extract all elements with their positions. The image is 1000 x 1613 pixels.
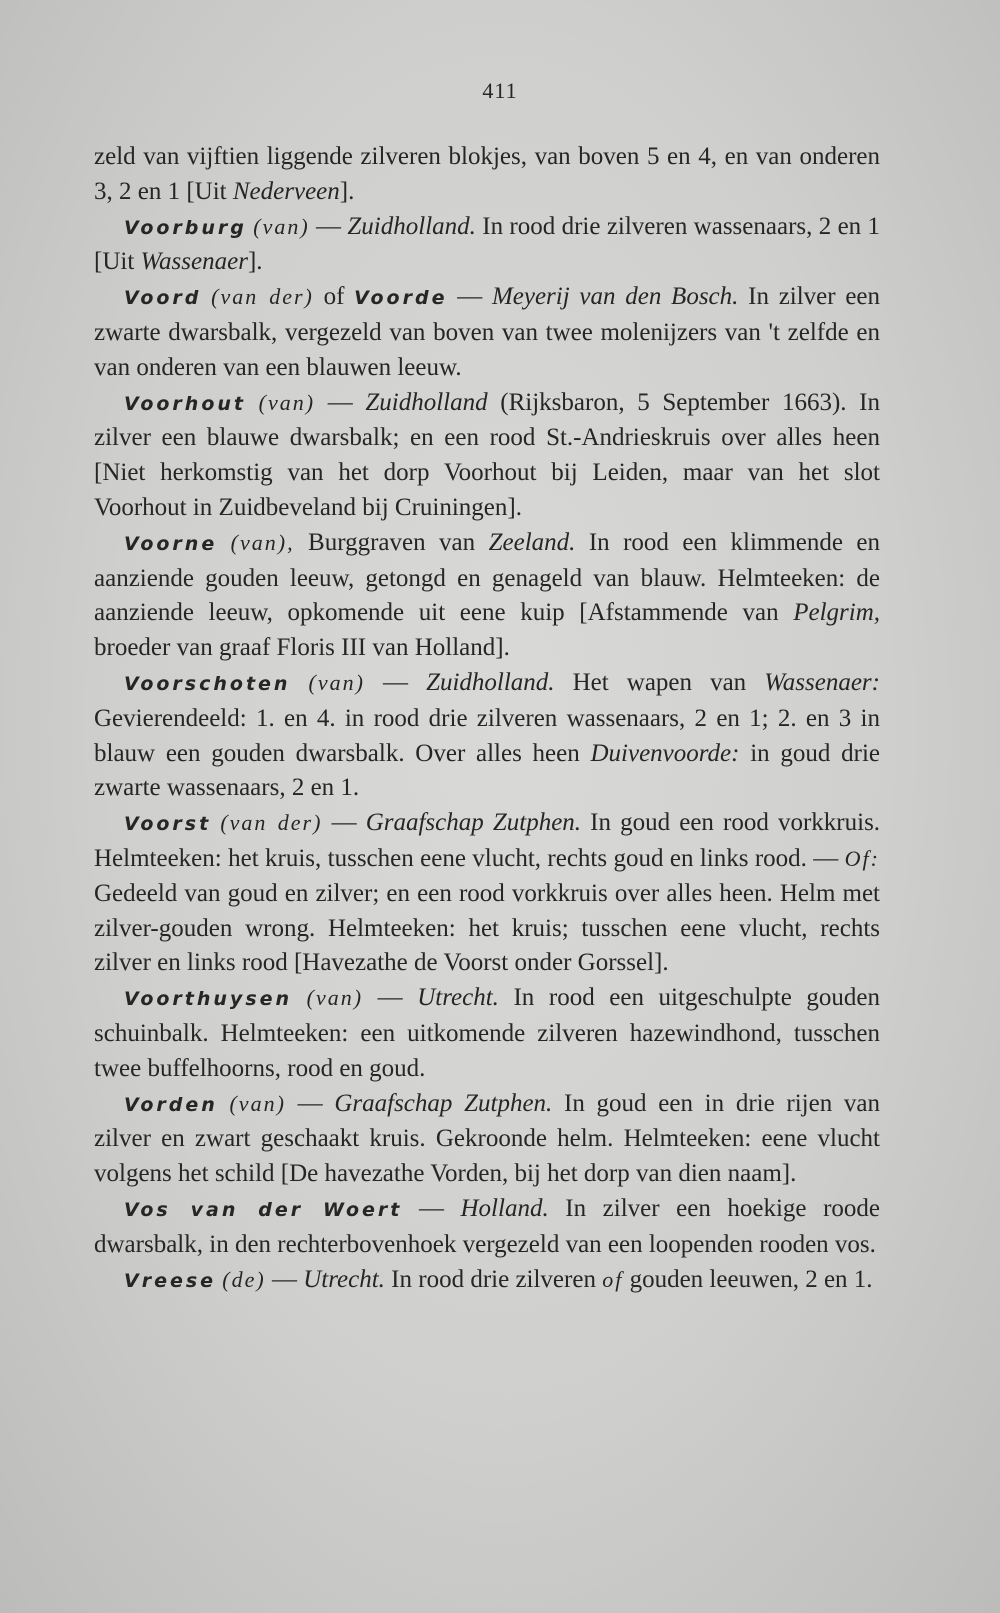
headword: Voorschoten <box>124 672 291 695</box>
page-text <box>94 140 880 1298</box>
headword: Vreese <box>124 1269 217 1292</box>
headword: Vorden <box>124 1093 218 1116</box>
headword: Voord <box>124 287 202 310</box>
entry-voorthuysen: Voorthuysen (van) — Utrecht. In rood een uitgeschulpte gouden schuinbalk. Helmteeken: een uitkomende zilveren hazewindhond, tusschen twee buffelhoorns, rood en goud. <box>94 984 881 1082</box>
entry-continuation: zeld van vijftien liggende zilveren blokjes, van boven 5 en 4, en van onderen 3, 2 en 1 [Uit Nederveen]. <box>94 143 880 205</box>
entry-voorst: Voorst (van der) — Graafschap Zutphen. In goud een rood vorkkruis. Helmteeken: het kruis, tusschen eene vlucht, rechts goud en links rood. — Of: Gedeeld van goud en zilver; en een rood vorkkruis over alles heen. Helm met zilver-gouden wrong. Helmteeken: het kruis; tusschen eene vlucht, rechts zilver en links rood [Havezathe de Voorst onder Gorssel]. <box>94 809 881 977</box>
entry-voord: Voord (van der) of Voorde — Meyerij van den Bosch. In zilver een zwarte dwarsbalk, vergezeld van boven van twee molenijzers van 't zelfde en van onderen van een blauwen leeuw. <box>94 283 881 381</box>
entry-vorden: Vorden (van) — Graafschap Zutphen. In goud een in drie rijen van zilver en zwart geschaakt kruis. Gekroonde helm. Helmteeken: eene vlucht volgens het schild [De havezathe Vorden, bij het dorp van dien naam]. <box>94 1089 881 1188</box>
headword: Voorst <box>124 813 212 836</box>
entry-voorburg: Voorburg (van) — Zuidholland. In rood drie zilveren wassenaars, 2 en 1 [Uit Wassenaer]. <box>94 212 881 276</box>
entry-voorschoten: Voorschoten (van) — Zuidholland. Het wapen van Wassenaer: Gevierendeeld: 1. en 4. in rood drie zilveren wassenaars, 2 en 1; 2. en 3 in blauw een gouden dwarsbalk. Over alles heen Duivenvoorde: in goud drie zwarte wassenaars, 2 en 1. <box>94 668 880 802</box>
headword: Vos van der Woert <box>124 1198 403 1221</box>
entry-voorne: Voorne (van), Burggraven van Zeeland. In rood een klimmende en aanziende gouden leeuw, getongd en genageld van blauw. Helmteeken: de aanziende leeuw, opkomende uit eene kuip [Afstammende van Pelgrim, broeder van graaf Floris III van Holland]. <box>94 528 881 662</box>
page-number: 411 <box>482 78 518 103</box>
headword: Voorne <box>124 532 218 555</box>
entry-vos-van-der-woert: Vos van der Woert — Holland. In zilver een hoekige roode dwarsbalk, in den rechterbovenhoek vergezeld van een loopenden rooden vos. <box>94 1194 880 1258</box>
headword: Voorthuysen <box>124 988 293 1011</box>
headword: Voorburg <box>124 216 247 239</box>
entry-voorhout: Voorhout (van) — Zuidholland (Rijksbaron, 5 September 1663). In zilver een blauwe dwarsbalk; en een rood St.-Andrieskruis over alles heen [Niet herkomstig van het dorp Voorhout bij Leiden, maar van het slot Voorhout in Zuidbeveland bij Cruiningen]. <box>94 388 881 521</box>
entry-vreese: Vreese (de) — Utrecht. In rood drie zilveren of gouden leeuwen, 2 en 1. <box>124 1265 873 1293</box>
headword: Voorhout <box>124 392 246 415</box>
